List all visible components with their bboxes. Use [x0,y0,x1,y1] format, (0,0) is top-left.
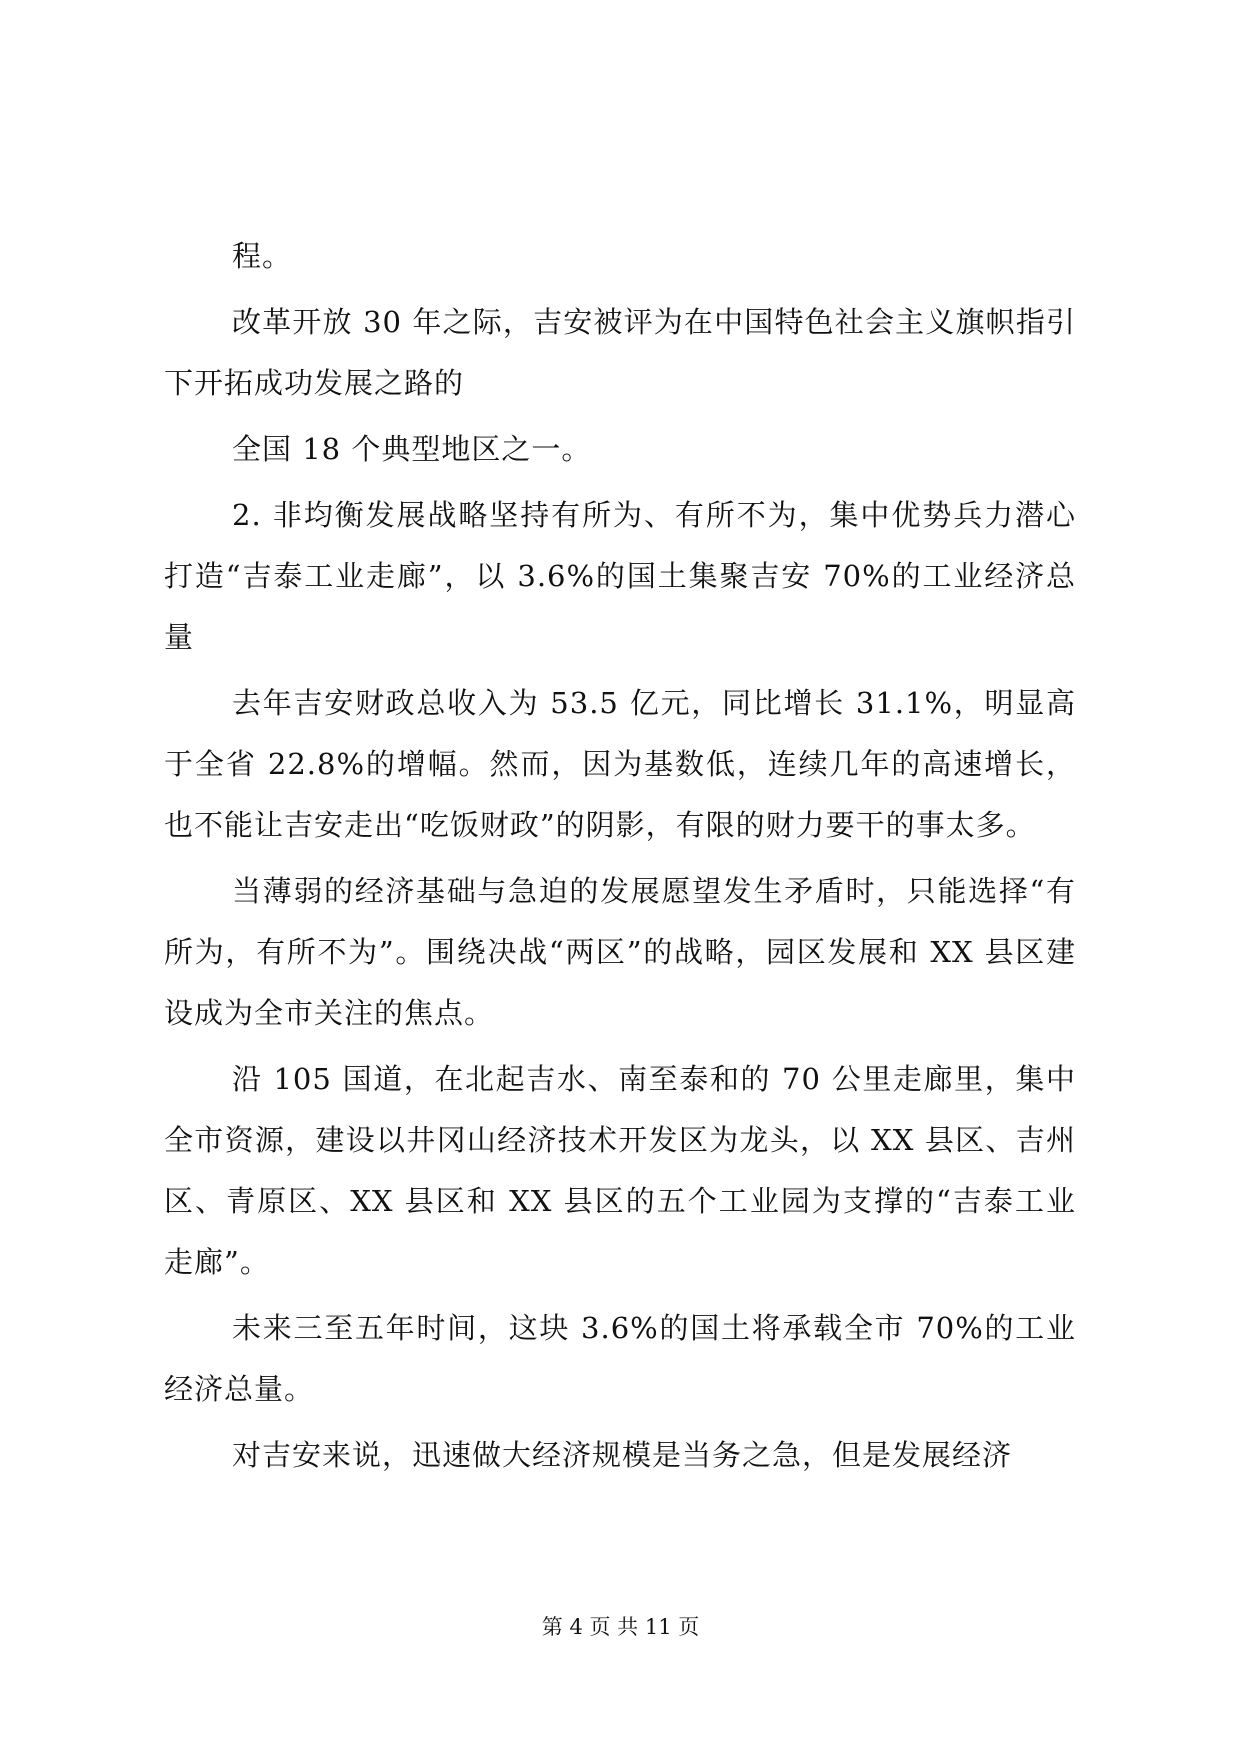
paragraph-economic-scale: 对吉安来说，迅速做大经济规模是当务之急，但是发展经济 [232,1438,1013,1472]
paragraph-reform-anniversary: 改革开放 30 年之际，吉安被评为在中国特色社会主义旗帜指引下开拓成功发展之路的 [164,305,1076,400]
paragraph-choice: 当薄弱的经济基础与急迫的发展愿望发生矛盾时，只能选择“有所为，有所不为”。围绕决战“两区”的战略，园区发展和 XX 县区建设成为全市关注的焦点。 [164,874,1076,1030]
paragraph-future-outlook: 未来三至五年时间，这块 3.6%的国土将承载全市 70%的工业经济总量。 [164,1311,1076,1406]
document-body [164,226,1076,1491]
paragraph-fiscal-revenue: 去年吉安财政总收入为 53.5 亿元，同比增长 31.1%，明显高于全省 22.8%的增幅。然而，因为基数低，连续几年的高速增长，也不能让吉安走出“吃饭财政”的阴影，有限的财力要干的事太多。 [164,686,1076,842]
paragraph-industrial-corridor: 沿 105 国道，在北起吉水、南至泰和的 70 公里走廊里，集中全市资源，建设以井冈山经济技术开发区为龙头，以 XX 县区、吉州区、青原区、XX 县区和 XX 县区的五个工业园为支撑的“吉泰工业走廊”。 [164,1062,1076,1279]
paragraph-typical-region: 全国 18 个典型地区之一。 [232,432,592,466]
paragraph-continuation: 程。 [232,239,293,273]
page-number-footer: 第 4 页 共 11 页 [541,1615,700,1639]
paragraph-section-heading: 2. 非均衡发展战略坚持有所为、有所不为，集中优势兵力潜心打造“吉泰工业走廊”，以 3.6%的国土集聚吉安 70%的工业经济总量 [164,498,1076,654]
